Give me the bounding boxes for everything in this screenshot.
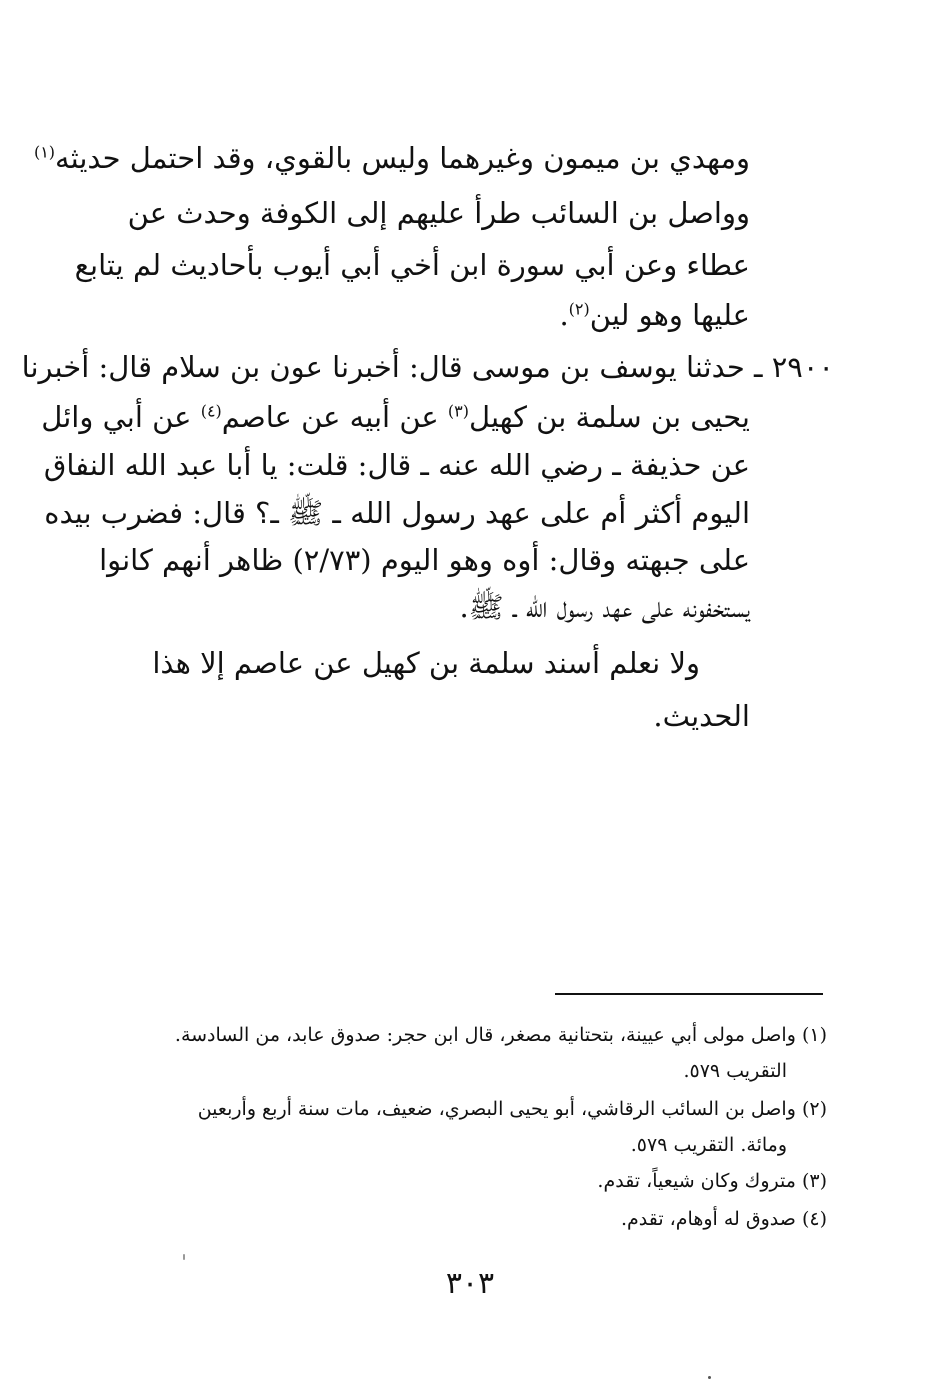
comment-line-1: ولا نعلم أسند سلمة بن كهيل عن عاصم إلا هذا [152, 646, 700, 680]
wasil-line-1: وواصل بن السائب طرأ عليهم إلى الكوفة وحدث عن [127, 196, 750, 230]
hadith-number: ٢٩٠٠ [771, 350, 834, 384]
continuation-line [34, 138, 750, 178]
footnote-ref-1: (١) [33, 142, 56, 162]
wasil-line-3: عليها وهو لين$^{(٢)}$. [559, 298, 750, 332]
footnote-1-line-2: التقريب ٥٧٩. [683, 1060, 787, 1082]
footnote-marker: (١) [801, 1024, 827, 1046]
scan-speck [183, 1254, 185, 1260]
scan-speck [708, 1376, 711, 1379]
footnote-1-line-1: (١) واصل مولى أبي عيينة، بتحتانية مصغر، قال ابن حجر: صدوق عابد، من السادسة. [174, 1024, 827, 1046]
footnote-ref-3: (٣) [447, 401, 470, 421]
footnote-ref-2: (٢) [568, 299, 590, 319]
footnote-3: (٣) متروك وكان شيعياً، تقدم. [597, 1170, 827, 1192]
page-number: ٣٠٣ [445, 1266, 495, 1301]
footnote-2-line-1: (٢) واصل بن السائب الرقاشي، أبو يحيى البصري، ضعيف، مات سنة أربع وأربعين [197, 1098, 827, 1120]
footnote-marker: (٤) [801, 1208, 827, 1230]
wasil-line-2: عطاء وعن أبي سورة ابن أخي أبي أيوب بأحاديث لم يتابع [74, 248, 750, 282]
hadith-line-3: عن حذيفة ـ رضي الله عنه ـ قال: قلت: يا أبا عبد الله النفاق [43, 448, 750, 482]
hadith-line-4: اليوم أكثر أم على عهد رسول الله ـ ﷺ ـ؟ قال: فضرب بيده [44, 496, 750, 530]
footnote-2-line-2: ومائة. التقريب ٥٧٩. [630, 1134, 787, 1156]
footnote-marker: (٢) [801, 1098, 827, 1120]
hadith-line-6: يستخفونه على عهد رسول الله ـ ﷺ. [459, 590, 750, 624]
hadith-line-2: يحيى بن سلمة بن كهيل$^{(٣)}$ عن أبيه عن عاصم$^{(٤)}$ عن أبي وائل [41, 400, 750, 434]
footnote-ref-4: (٤) [200, 401, 222, 421]
continuation-text: ومهدي بن ميمون وغيرهما وليس بالقوي، وقد احتمل حديثه [55, 141, 750, 175]
hadith-line-5: على جبهته وقال: أوه وهو اليوم (٢/٧٣) ظاهر أنهم كانوا [99, 543, 750, 577]
footnote-4: (٤) صدوق له أوهام، تقدم. [620, 1208, 827, 1230]
hadith-line-1: ٢٩٠٠ ـ حدثنا يوسف بن موسى قال: أخبرنا عون بن سلام قال: أخبرنا [21, 350, 834, 384]
footnote-separator [555, 993, 823, 995]
footnote-marker: (٣) [801, 1170, 827, 1192]
comment-line-2: الحديث. [653, 699, 750, 733]
